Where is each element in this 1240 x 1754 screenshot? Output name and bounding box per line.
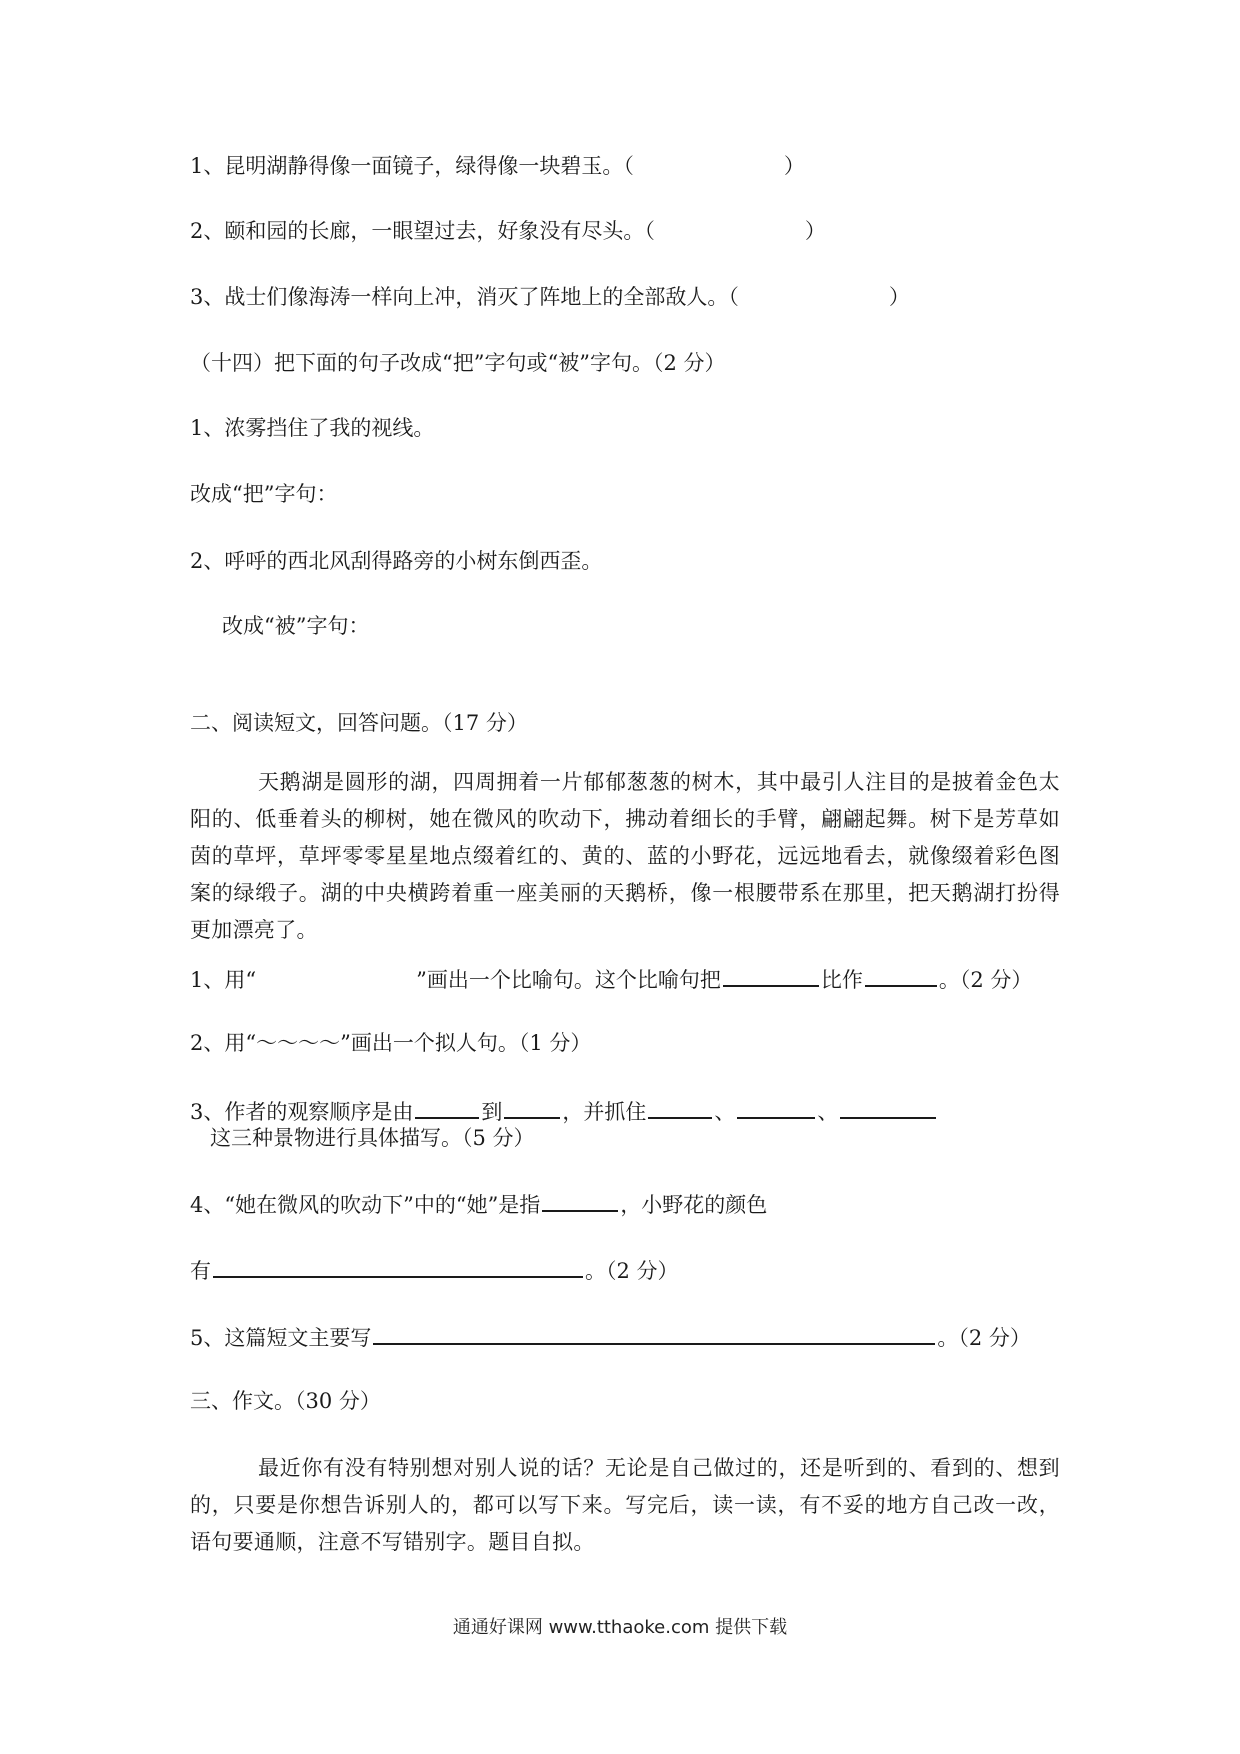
reading-question-4-line2: 有 。（2 分） [190,1259,679,1283]
answer-blank[interactable] [415,1099,479,1119]
s14-answer-label-1: 改成“把”字句： [190,482,338,506]
reading-passage: 天鹅湖是圆形的湖，四周拥着一片郁郁葱葱的树木，其中最引人注目的是披着金色太阳的、低垂着头的柳树，她在微风的吹动下，拂动着细长的手臂，翩翩起舞。树下是芳草如茵的草坪，草坪零零星星地点缀着红的、黄的、蓝的小野花，远远地看去，就像缀着彩色图案的绿缎子。湖的中央横跨着重一座美丽的天鹅桥，像一根腰带系在那里，把天鹅湖打扮得更加漂亮了。 [190,770,1060,942]
s14-question-1: 1、浓雾挡住了我的视线。 [190,416,435,440]
answer-blank[interactable] [213,1258,583,1278]
answer-blank[interactable] [504,1099,560,1119]
answer-blank[interactable] [648,1099,712,1119]
page-footer: 通通好课网 www.tthaoke.com 提供下载 [452,1617,788,1638]
s13-question-1: 1、昆明湖静得像一面镜子，绿得像一块碧玉。（ ） [190,154,805,178]
reading-heading: 二、阅读短文，回答问题。（17 分） [190,711,528,735]
s13-question-2: 2、颐和园的长廊，一眼望过去，好象没有尽头。（ ） [190,219,826,243]
reading-question-2: 2、用“～～～～”画出一个拟人句。（1 分） [190,1031,592,1055]
reading-question-3-line2: 这三种景物进行具体描写。（5 分） [210,1126,535,1150]
composition-prompt: 最近你有没有特别想对别人说的话？无论是自己做过的，还是听到的、看到的、想到的，只要是你想告诉别人的，都可以写下来。写完后，读一读，有不妥的地方自己改一改，语句要通顺，注意不写错别字。题目自拟。 [190,1456,1060,1554]
answer-blank[interactable] [542,1192,618,1212]
answer-blank[interactable] [865,967,937,987]
answer-blank[interactable] [840,1099,936,1119]
reading-question-4: 4、“她在微风的吹动下”中的“她”是指 ，小野花的颜色 [190,1193,768,1217]
answer-blank[interactable] [723,967,819,987]
answer-blank[interactable] [737,1099,815,1119]
s14-heading: （十四）把下面的句子改成“把”字句或“被”字句。（2 分） [190,351,726,375]
s14-question-2: 2、呼呼的西北风刮得路旁的小树东倒西歪。 [190,549,603,573]
composition-heading: 三、作文。（30 分） [190,1389,381,1413]
reading-question-5: 5、这篇短文主要写 。（2 分） [190,1326,1031,1350]
s14-answer-label-2: 改成“被”字句： [222,614,370,638]
reading-question-1: 1、用“ ”画出一个比喻句。这个比喻句把 比作 。（2 分） [190,968,1033,992]
reading-question-3: 3、作者的观察顺序是由 到 ，并抓住 、 、 [190,1099,938,1123]
answer-blank[interactable] [373,1325,935,1345]
s13-question-3: 3、战士们像海涛一样向上冲，消灭了阵地上的全部敌人。（ ） [190,285,910,309]
